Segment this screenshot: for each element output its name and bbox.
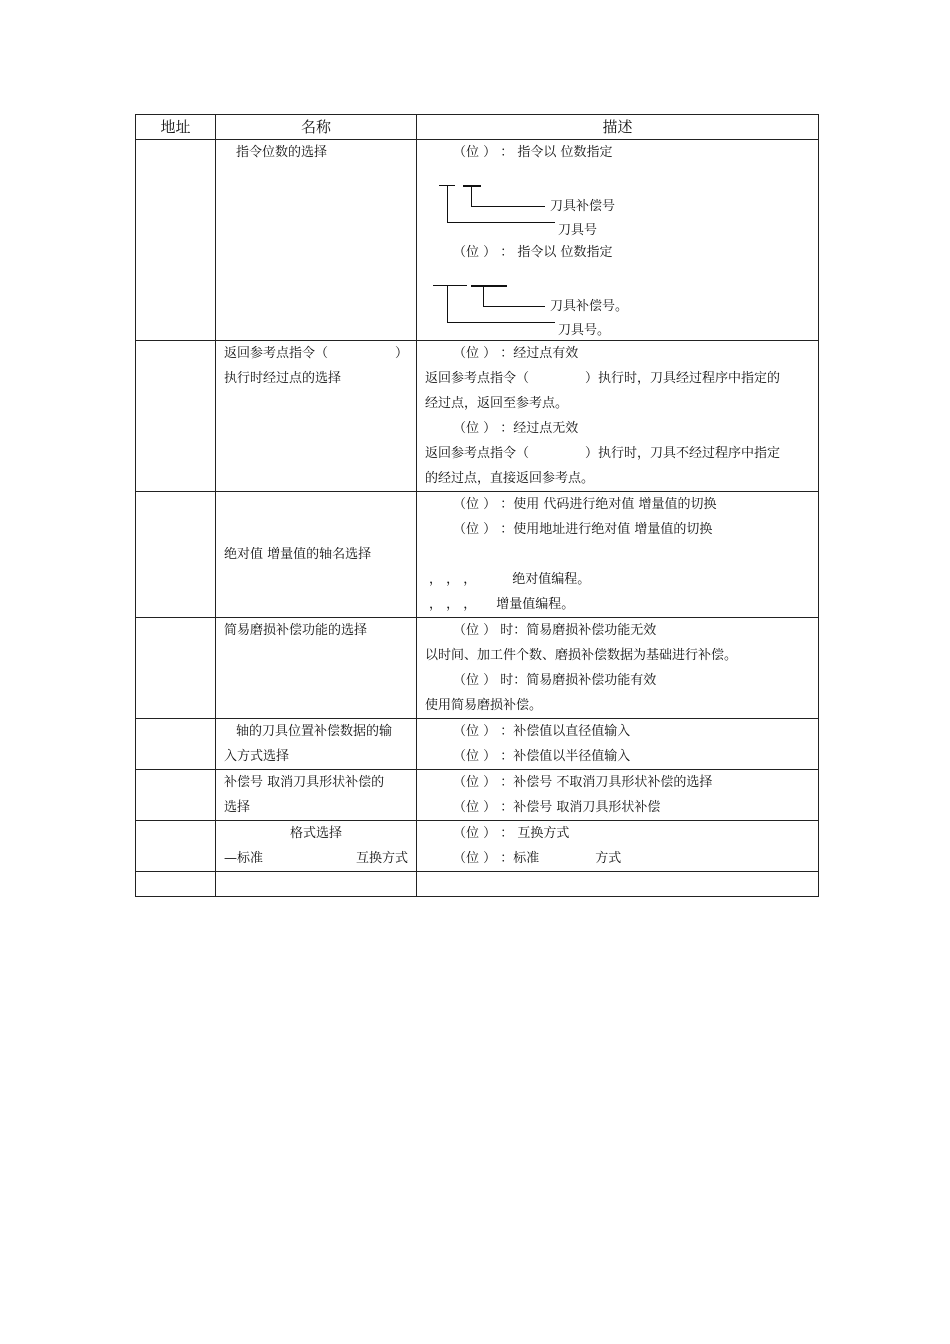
description-line: （位 ） ： 指令以 位数指定 bbox=[453, 245, 613, 260]
name-line bbox=[224, 846, 408, 871]
name-cell bbox=[216, 140, 417, 341]
description-line: （位 ） ：补偿号 不取消刀具形状补偿的选择 bbox=[453, 775, 713, 790]
diagram-label: 刀具号。 bbox=[558, 323, 611, 338]
description-line: （位 ） ：经过点有效 bbox=[453, 346, 579, 361]
description-line: （位 ） 时：简易磨损补偿功能无效 bbox=[453, 623, 657, 638]
description-line: （位 ） ：经过点无效 bbox=[453, 421, 579, 436]
table-row bbox=[136, 821, 819, 872]
description-cell bbox=[417, 719, 819, 770]
table-row bbox=[136, 492, 819, 618]
description-line: 的经过点，直接返回参考点。 bbox=[425, 471, 595, 486]
name-text: 简易磨损补偿功能的选择 bbox=[224, 623, 368, 638]
diagram-label: 刀具号 bbox=[558, 223, 598, 238]
table-header-row bbox=[136, 115, 819, 140]
address-cell bbox=[136, 492, 216, 618]
description-line: （位 ） ：补偿值以直径值输入 bbox=[453, 724, 631, 739]
description-cell bbox=[417, 140, 819, 341]
name-text: 入方式选择 bbox=[224, 749, 290, 764]
name-cell bbox=[216, 618, 417, 719]
name-text: 补偿号 取消刀具形状补偿的 bbox=[224, 775, 385, 790]
description-line: （位 ） 时：简易磨损补偿功能有效 bbox=[453, 673, 657, 688]
description-cell bbox=[417, 618, 819, 719]
name-cell bbox=[216, 770, 417, 821]
name-cell bbox=[216, 872, 417, 897]
header-description: 描述 bbox=[417, 115, 819, 140]
name-cell bbox=[216, 341, 417, 492]
description-line: 以时间、加工件个数、磨损补偿数据为基础进行补偿。 bbox=[425, 648, 738, 663]
description-line: （位 ） ：使用 代码进行绝对值 增量值的切换 bbox=[453, 497, 717, 512]
header-address: 地址 bbox=[136, 115, 216, 140]
name-text: 格式选择 bbox=[289, 826, 342, 841]
name-cell bbox=[216, 492, 417, 618]
name-text: 返回参考点指令（ bbox=[224, 346, 329, 361]
table-row bbox=[136, 872, 819, 897]
description-cell bbox=[417, 872, 819, 897]
description-line: 经过点，返回至参考点。 bbox=[425, 396, 569, 411]
description-line: （位 ） ：补偿值以半径值输入 bbox=[453, 749, 631, 764]
bracket-diagram bbox=[425, 165, 810, 240]
address-cell bbox=[136, 770, 216, 821]
address-cell bbox=[136, 719, 216, 770]
description-line: 返回参考点指令（ ）执行时，刀具不经过程序中指定 bbox=[425, 446, 781, 461]
description-line: 返回参考点指令（ ）执行时，刀具经过程序中指定的 bbox=[425, 371, 781, 386]
name-line bbox=[224, 341, 408, 366]
description-cell bbox=[417, 770, 819, 821]
description-line: ， ， ， 增量值编程。 bbox=[429, 597, 575, 612]
description-line: （位 ） ： 指令以 位数指定 bbox=[453, 145, 613, 160]
table-row bbox=[136, 618, 819, 719]
name-cell bbox=[216, 821, 417, 872]
description-cell bbox=[417, 492, 819, 618]
diagram-label: 刀具补偿号。 bbox=[550, 299, 629, 314]
name-text: ） bbox=[394, 346, 408, 361]
description-line: （位 ） ：补偿号 取消刀具形状补偿 bbox=[453, 800, 661, 815]
description-cell bbox=[417, 821, 819, 872]
name-cell bbox=[216, 719, 417, 770]
name-text: 执行时经过点的选择 bbox=[224, 371, 342, 386]
address-cell bbox=[136, 872, 216, 897]
header-name: 名称 bbox=[216, 115, 417, 140]
address-cell bbox=[136, 341, 216, 492]
name-text: 互换方式 bbox=[355, 851, 408, 866]
name-text: 选择 bbox=[224, 800, 251, 815]
table-row bbox=[136, 770, 819, 821]
description-line: （位 ） ：标准 方式 bbox=[453, 851, 622, 866]
table-row bbox=[136, 140, 819, 341]
address-cell bbox=[136, 618, 216, 719]
address-cell bbox=[136, 140, 216, 341]
bracket-diagram bbox=[425, 265, 810, 340]
description-cell bbox=[417, 341, 819, 492]
name-text: 指令位数的选择 bbox=[236, 145, 328, 160]
table-row bbox=[136, 341, 819, 492]
description-line: （位 ） ：使用地址进行绝对值 增量值的切换 bbox=[453, 522, 713, 537]
table-row bbox=[136, 719, 819, 770]
name-text: —标准 bbox=[224, 851, 264, 866]
diagram-label: 刀具补偿号 bbox=[550, 199, 616, 214]
description-line: （位 ） ： 互换方式 bbox=[453, 826, 570, 841]
description-line: ， ， ， 绝对值编程。 bbox=[429, 572, 591, 587]
name-text: 绝对值 增量值的轴名选择 bbox=[224, 547, 372, 562]
name-text: 轴的刀具位置补偿数据的输 bbox=[236, 724, 393, 739]
parameter-table bbox=[135, 114, 819, 897]
description-line: 使用简易磨损补偿。 bbox=[425, 698, 543, 713]
address-cell bbox=[136, 821, 216, 872]
